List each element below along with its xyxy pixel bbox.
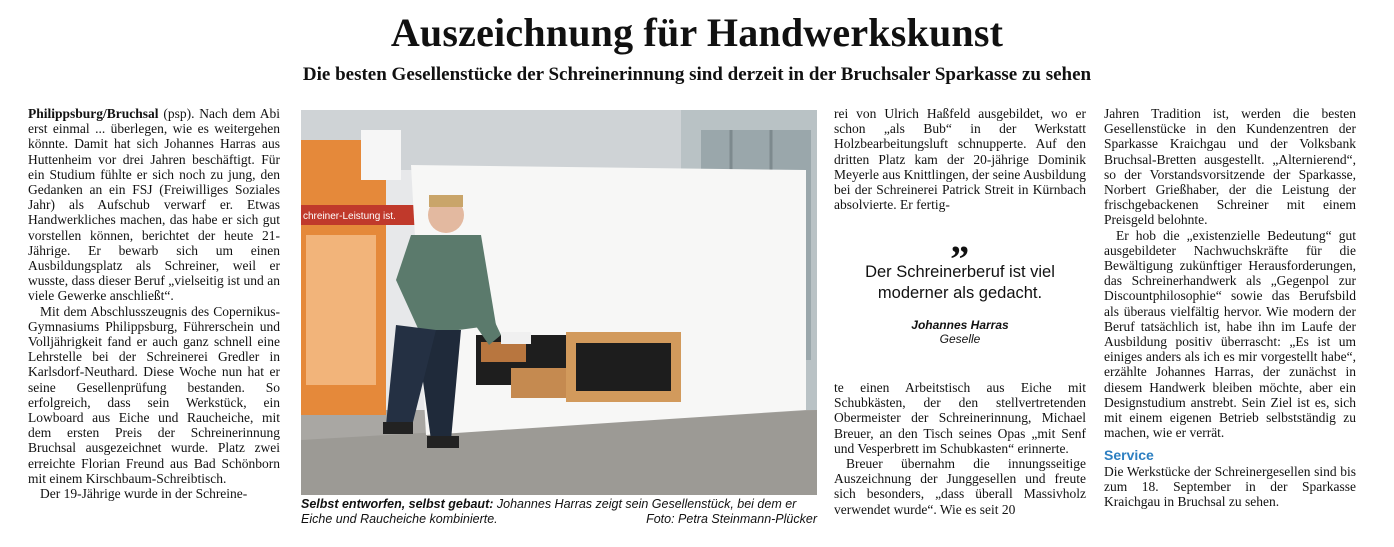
- paragraph: Jahren Tradition ist, werden die besten Gesellenstücke in den Kundenzentren der Sparkasse Kraichgau und der Volksbank Bruchsal-Bretten ausgestellt. „Alternierend“, so der Vorstandsvorsitzende der Sparkasse, Norbert Grießhaber, der die Leistung der frischgebackenen Schreiner mit einem Preisgeld belohnte.: [1104, 106, 1356, 228]
- paragraph: Der 19-Jährige wurde in der Schreine-: [40, 486, 248, 502]
- photo-credit: Foto: Petra Steinmann-Plücker: [646, 512, 817, 526]
- paragraph: Er hob die „existenzielle Bedeutung“ gut ausgebildeter Nachwuchskräfte für die Bewältigung zukünftiger Herausforderungen, das Schreinerhandwerk als „Gegenpol zur Discountphilosophie“ sowie das Berufsbild als überaus vielfältig hervor. Wie modern der Beruf tatsächlich ist, habe ihn im Laufe der Ausbildung positiv überrascht: „Es ist um einiges anders als ich es mir vorgestellt habe“, erzählte Johannes Harras, der zunächst in diesem Handwerk bleiben möchte, aber ein Designstudium anstrebt. Sein Ziel ist es, sich mit einem eigenen Betrieb selbstständig zu machen, wie er verrät.: [1104, 227, 1356, 441]
- article-subhead: Die besten Gesellenstücke der Schreinerinnung sind derzeit in der Bruchsaler Sparkasse zu sehen: [302, 64, 1092, 85]
- paragraph: rei von Ulrich Haßfeld ausgebildet, wo er schon „als Bub“ in der Werkstatt Holzbearbeitungsluft schnupperte. Auf den dritten Platz kam der 20-jährige Dominik Meyerle aus Knittlingen, der seine Ausbildung bei der Schreinerei Patrick Streit in Kürnbach absolvierte. Er fertig-: [834, 106, 1086, 213]
- article-column-3-continued: [834, 380, 1086, 517]
- photo-illustration: [301, 110, 817, 495]
- paragraph: Breuer übernahm die innungsseitige Auszeichnung der Junggesellen und freute sich besonders, „dass überall Massivholz verwendet wurde“. Wie es seit 20: [834, 456, 1086, 517]
- service-text: Die Werkstücke der Schreinergesellen sind bis zum 18. September in der Sparkasse Kraichgau in Bruchsal zu sehen.: [1104, 463, 1356, 510]
- photo-caption: [301, 497, 817, 527]
- quote-role: Geselle: [939, 332, 981, 346]
- caption-lead: Selbst entworfen, selbst gebaut:: [301, 497, 494, 511]
- banner-text: chreiner-Leistung ist.: [303, 211, 396, 222]
- dateline: Philippsburg/Bruchsal: [28, 106, 159, 121]
- paragraph: Mit dem Abschlusszeugnis des Copernikus-Gymnasiums Philippsburg, Führerschein und Volljährigkeit fand er auch ganz schnell eine Lehrstelle bei der Schreinerei Gredler in Karlsdorf-Neuthard. Diese Woche nun hat er seine Gesellenprüfung bestanden. So erfolgreich, dass sein Werkstück, ein Lowboard aus Eiche und Raucheiche, mit dem ersten Preis der Schreinerinnung Bruchsal ausgezeichnet wurde. Platz zwei erreichte Florian Freund aus Bad Schönborn mit einem Kirschbaum-Schreibtisch.: [28, 303, 280, 486]
- paragraph: te einen Arbeitstisch aus Eiche mit Schubkästen, der den stellvertretenden Obermeister der Schreinerinnung, Michael Breuer, an den Tisch seines Opas „mit Senf und Vesperbrett im Schubkasten“ erinnerte.: [834, 380, 1086, 456]
- caption-text: Johannes Harras zeigt sein Gesellenstück, bei dem er Eiche und Raucheiche kombinierte.: [301, 497, 797, 526]
- article-photo: [301, 110, 817, 495]
- pull-quote: [834, 219, 1086, 346]
- quote-author: Johannes Harras: [911, 318, 1009, 332]
- article-column-4: [1104, 106, 1356, 509]
- quote-text: Der Schreinerberuf ist viel moderner als gedacht.: [865, 263, 1055, 302]
- service-title: Service: [1104, 447, 1154, 464]
- article-column-1: [28, 106, 280, 501]
- quote-mark-icon: „: [950, 219, 970, 261]
- paragraph-text: (psp). Nach dem Abi erst einmal ... überlegen, wie es weitergehen könnte. Damit hat sich Johannes Harras aus Huttenheim vor drei Jahren beschäftigt. Für ein Studium fühlte er sich noch zu jung, den Gedanken an ein FSJ (Freiwilliges Soziales Jahr) als Aufschub verwarf er. Etwas Handwerkliches machen, das habe er sich gut vorstellen können, berichtet der heute 21-Jährige. Er bewarb sich um einen Ausbildungsplatz als Schreiner, weil er wusste, dass dieser Beruf „vielseitig ist und an viele Gewerke anschließt“.: [28, 106, 280, 304]
- article-headline: Auszeichnung für Handwerkskunst: [390, 10, 1004, 55]
- paragraph: [28, 106, 280, 304]
- article-column-3: [834, 106, 1086, 212]
